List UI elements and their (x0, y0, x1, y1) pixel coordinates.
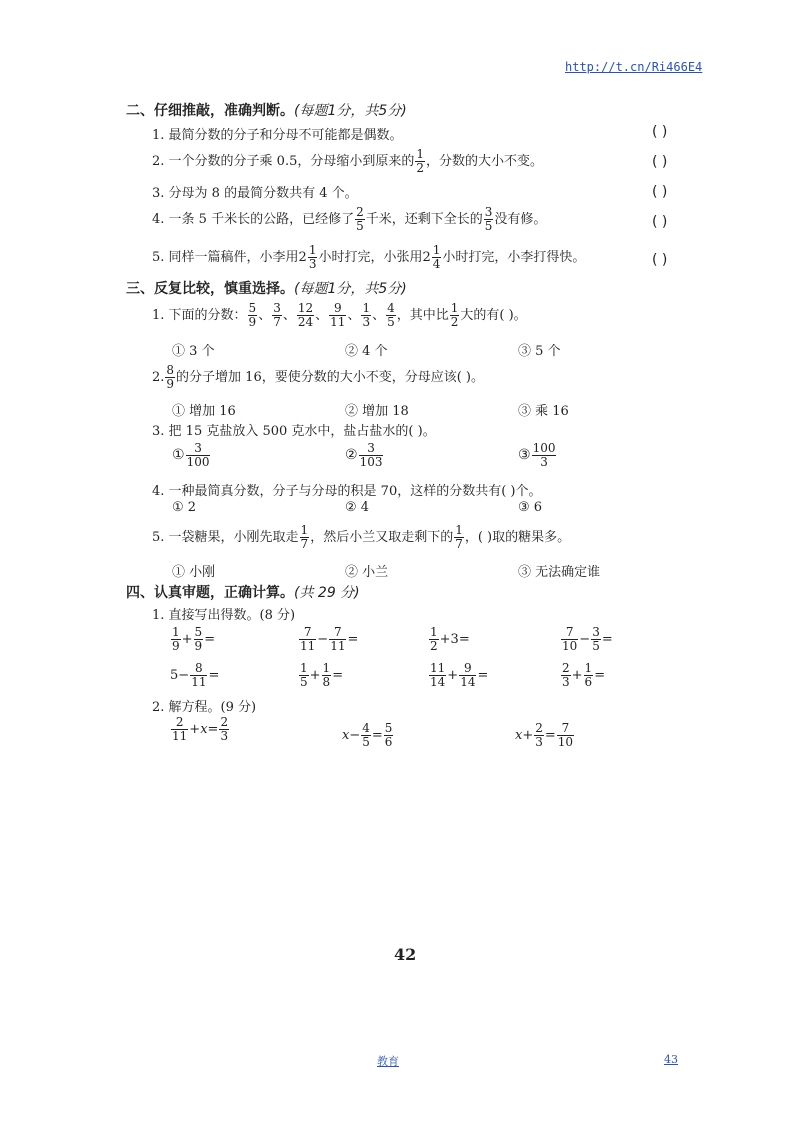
fraction: $\frac{5}{9}$ (248, 301, 257, 329)
fraction: $\frac{3}{7}$ (273, 301, 281, 329)
fraction: $\frac{2}{5}$ (356, 205, 364, 233)
mixed-whole: 2 (422, 250, 431, 265)
choice-question-1: 1. 下面的分数： $\frac{5}{9}$ 、 $\frac{3}{7}$ 、 $\frac{12}{24}$ 、 $\frac{9}{11}$ 、 $\frac{1}{3}$ 、 $\frac{4}{5}$ ，其中比 $\frac{1}{2}$ 大的有( )。 (152, 301, 527, 329)
q3-option-1[interactable]: ① $\frac{3}{100}$ (172, 441, 210, 469)
fraction: $\frac{1}{2}$ (450, 301, 459, 329)
judge-item-5 (152, 244, 585, 271)
calc-item-5: 5− $\frac{8}{11}$ = (170, 661, 220, 689)
calc-subtitle-2: 2. 解方程。(9 分) (152, 700, 257, 715)
choice-question-3 (152, 420, 436, 439)
judge-item-4-text-b: 千米，还剩下全长的 (365, 212, 483, 227)
q3-option-2[interactable]: ② $\frac{3}{103}$ (345, 441, 383, 469)
equation-1: $\frac{2}{11}$ +x= $\frac{2}{3}$ (172, 715, 229, 743)
judge-item-1 (152, 124, 403, 143)
calc-item-8: $\frac{2}{3}$ + $\frac{1}{6}$ = (562, 661, 606, 689)
answer-blank-3[interactable]: ( ) (652, 184, 668, 200)
fraction: $\frac{1}{4}$ (432, 243, 441, 271)
section-3-note: (每题1分，共5分) (294, 281, 407, 297)
choice-q2-text-a: 2. (152, 370, 165, 385)
choice-question-5 (152, 524, 570, 551)
fraction: $\frac{3}{100}$ (186, 441, 210, 469)
judge-item-4 (152, 206, 546, 233)
fraction: $\frac{3}{103}$ (359, 441, 383, 469)
fraction: $\frac{9}{11}$ (330, 301, 346, 329)
q1-option-3[interactable]: ③ 5 个 (518, 344, 561, 359)
section-2-note: (每题1分，共5分) (294, 103, 407, 119)
judge-item-5-text-c: 小时打完，小李打得快。 (442, 250, 586, 265)
q2-option-3[interactable]: ③ 乘 16 (518, 404, 569, 419)
fraction: $\frac{1}{7}$ (455, 523, 463, 551)
choice-q1-text-b: ，其中比 (396, 308, 449, 323)
q1-option-2[interactable]: ② 4 个 (345, 344, 388, 359)
q5-option-2[interactable]: ② 小兰 (345, 565, 389, 580)
equation-3: x+ $\frac{2}{3}$ = $\frac{7}{10}$ (515, 721, 574, 749)
answer-blank-1[interactable]: ( ) (652, 124, 668, 140)
calc-subtitle-1: 1. 直接写出得数。(8 分) (152, 608, 296, 623)
fraction: $\frac{100}{3}$ (532, 441, 556, 469)
fraction: $\frac{4}{5}$ (387, 301, 395, 329)
q1-option-1[interactable]: ① 3 个 (172, 344, 215, 359)
fraction: $\frac{3}{5}$ (484, 205, 493, 233)
fraction: $\frac{12}{24}$ (297, 301, 314, 329)
answer-blank-4[interactable]: ( ) (652, 214, 668, 230)
mixed-whole: 2 (298, 250, 307, 265)
choice-q5-text-b: ，然后小兰又取走剩下的 (310, 530, 454, 545)
calc-item-6: $\frac{1}{5}$ + $\frac{1}{8}$ = (300, 661, 344, 689)
choice-q4-text: 4. 一种最简真分数，分子与分母的积是 70，这样的分数共有( )个。 (152, 484, 542, 499)
fraction: $\frac{1}{2}$ (416, 147, 424, 175)
fraction: $\frac{1}{7}$ (300, 523, 309, 551)
q4-option-1[interactable]: ① 2 (172, 500, 197, 515)
q2-option-1[interactable]: ① 增加 16 (172, 404, 236, 419)
choice-q5-text-c: ，( )取的糖果多。 (464, 530, 571, 545)
section-2-heading: 二、仔细推敲，准确判断。 (126, 103, 294, 119)
answer-blank-2[interactable]: ( ) (652, 154, 668, 170)
q4-option-3[interactable]: ③ 6 (518, 500, 543, 515)
section-4-heading: 四、认真审题，正确计算。 (126, 585, 294, 601)
judge-item-2-text-b: ，分数的大小不变。 (425, 154, 543, 169)
calc-item-1: $\frac{1}{9}$ + $\frac{5}{9}$ = (172, 625, 216, 653)
choice-question-4 (152, 480, 542, 499)
judge-item-4-text-a: 4. 一条 5 千米长的公路，已经修了 (152, 212, 355, 227)
calc-item-4: $\frac{7}{10}$ − $\frac{3}{5}$ = (562, 625, 613, 653)
fraction: $\frac{1}{3}$ (362, 301, 371, 329)
q4-option-2[interactable]: ② 4 (345, 500, 370, 515)
judge-item-5-text-b: 小时打完，小张用 (318, 250, 423, 265)
q2-option-2[interactable]: ② 增加 18 (345, 404, 409, 419)
choice-q1-text-a: 1. 下面的分数： (152, 308, 247, 323)
footer-link-right[interactable]: 43 (664, 1053, 678, 1066)
judge-item-2-text-a: 2. 一个分数的分子乘 0.5，分母缩小到原来的 (152, 154, 415, 169)
section-4-title (126, 582, 360, 602)
choice-q3-text: 3. 把 15 克盐放入 500 克水中，盐占盐水的( )。 (152, 424, 436, 439)
section-2-title (126, 100, 407, 120)
calc-item-3: $\frac{1}{2}$ +3= (430, 625, 470, 653)
page-number: 42 (394, 945, 417, 964)
choice-q1-text-c: 大的有( )。 (460, 308, 527, 323)
calc-item-2: $\frac{7}{11}$ − $\frac{7}{11}$ = (300, 625, 359, 653)
calc-item-7: $\frac{11}{14}$ + $\frac{9}{14}$ = (430, 661, 489, 689)
judge-item-3-text: 3. 分母为 8 的最简分数共有 4 个。 (152, 186, 358, 201)
choice-question-2 (152, 364, 484, 391)
section-3-title (126, 278, 407, 298)
fraction: $\frac{8}{9}$ (166, 363, 175, 391)
fraction: $\frac{1}{3}$ (308, 243, 317, 271)
footer-link-left[interactable]: 教育 (377, 1055, 399, 1068)
answer-blank-5[interactable]: ( ) (652, 252, 668, 268)
judge-item-3 (152, 182, 358, 201)
q5-option-3[interactable]: ③ 无法确定谁 (518, 565, 601, 580)
judge-item-1-text: 1. 最简分数的分子和分母不可能都是偶数。 (152, 128, 403, 143)
equation-2: x− $\frac{4}{5}$ = $\frac{5}{6}$ (342, 721, 393, 749)
q5-option-1[interactable]: ① 小刚 (172, 565, 216, 580)
judge-item-5-text-a: 5. 同样一篇稿件，小李用 (152, 250, 299, 265)
judge-item-4-text-c: 没有修。 (494, 212, 547, 227)
section-4-note: (共 29 分) (294, 585, 360, 601)
choice-q2-text-b: 的分子增加 16，要使分数的大小不变，分母应该( )。 (176, 370, 484, 385)
choice-q5-text-a: 5. 一袋糖果，小刚先取走 (152, 530, 299, 545)
q3-option-3[interactable]: ③ $\frac{100}{3}$ (518, 441, 556, 469)
judge-item-2 (152, 148, 543, 175)
header-url[interactable]: http://t.cn/Ri466E4 (565, 60, 703, 74)
section-3-heading: 三、反复比较，慎重选择。 (126, 281, 294, 297)
